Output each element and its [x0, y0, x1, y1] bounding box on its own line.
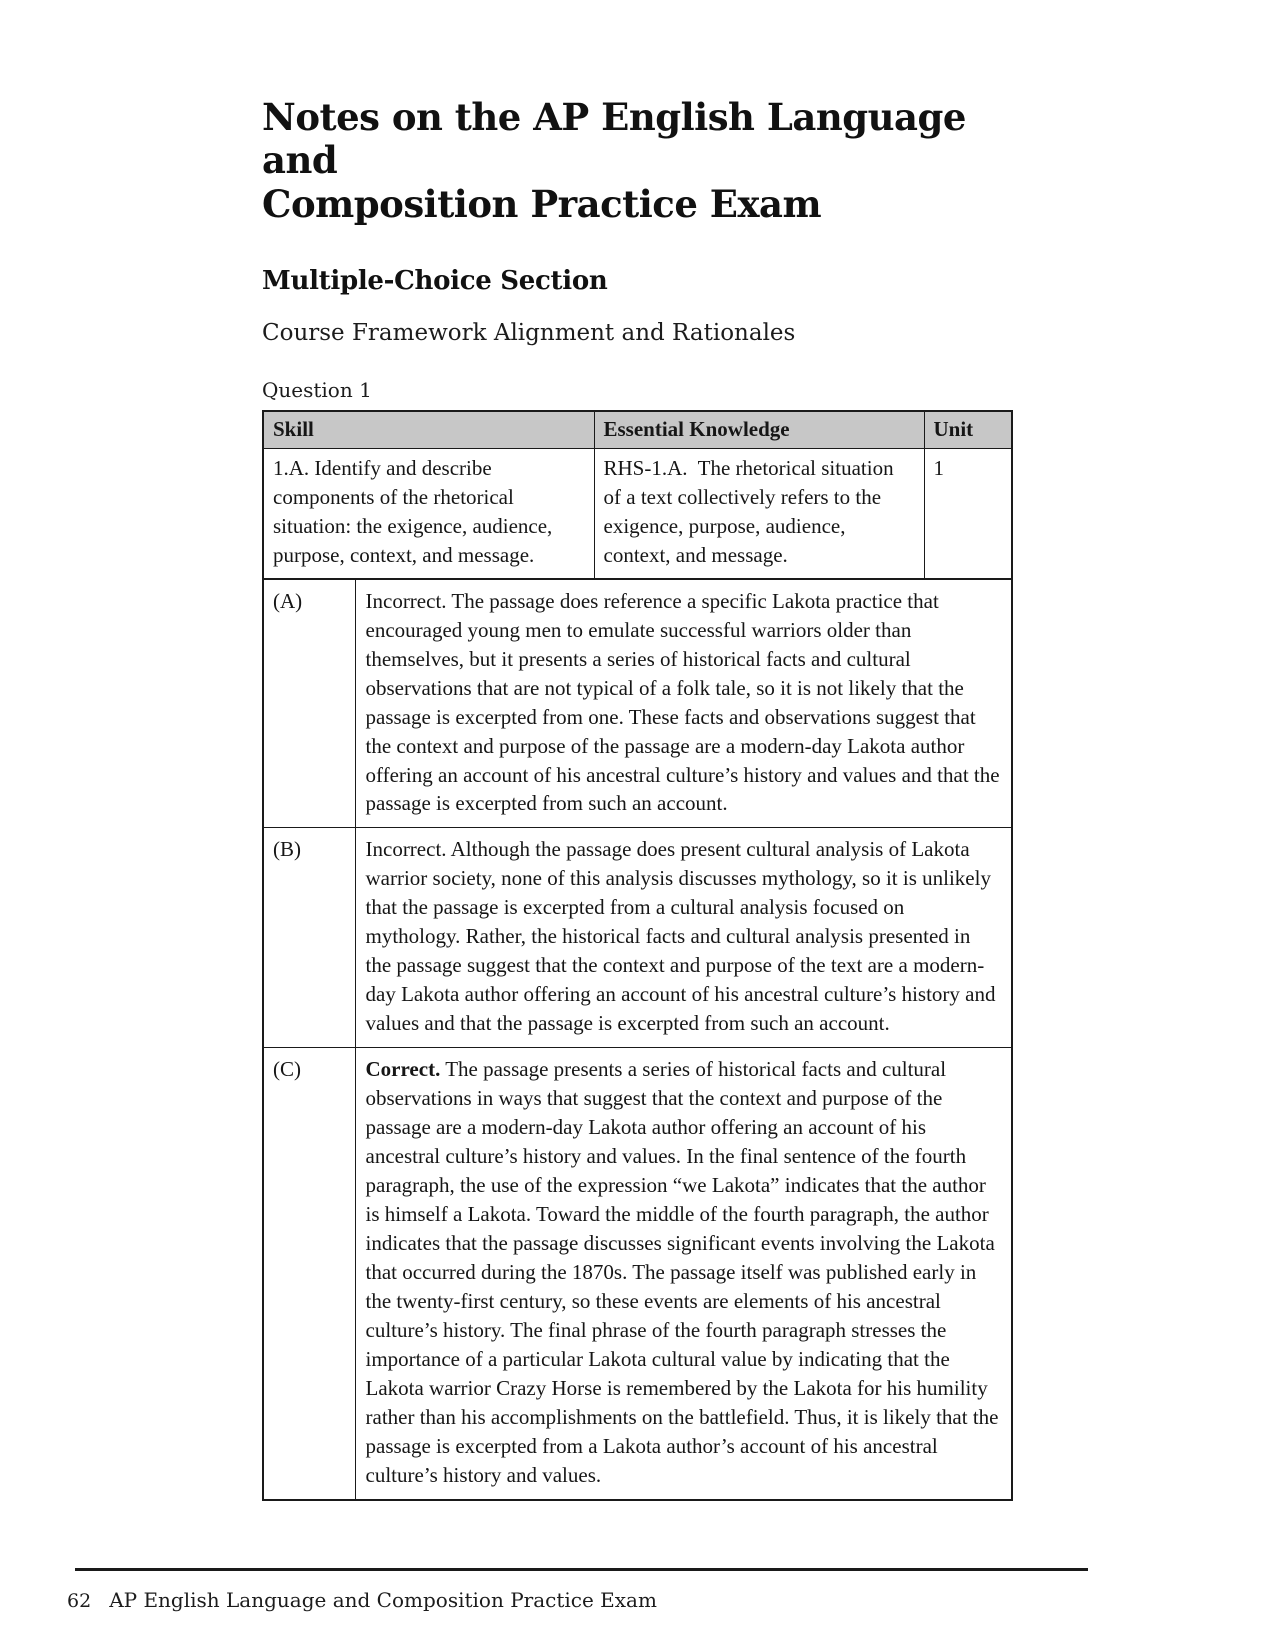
answer-label-b: (B) [263, 828, 355, 1048]
alignment-table [262, 410, 1013, 580]
answer-verdict-a: Incorrect. [365, 588, 447, 613]
footer-rule [75, 1568, 1088, 1571]
answer-text-a: The passage does reference a specific Lakota practice that encouraged young men to emulate successful warriors older than themselves, but it presents a series of historical facts and cultural observations that are not typical of a folk tale, so it is not likely that the passage is excerpted from one. These facts and observations suggest that the context and purpose of the passage are a modern-day Lakota author offering an account of his ancestral culture’s history and values and that the passage is excerpted from such an account. [365, 588, 1000, 816]
answer-verdict-c: Correct. [365, 1057, 441, 1082]
alignment-table-header-row [263, 411, 1012, 448]
column-header-skill: Skill [263, 411, 594, 448]
section-heading: Multiple-Choice Section [262, 265, 608, 296]
essential-knowledge-cell: RHS-1.A. The rhetorical situation of a text collectively refers to the exigence, purpose, audience, context, and message. [594, 448, 924, 578]
answer-row-a [263, 579, 1012, 828]
subsection-heading: Course Framework Alignment and Rationales [262, 319, 796, 346]
answer-row-c [263, 1048, 1012, 1500]
answer-label-a: (A) [263, 579, 355, 828]
answer-text-c: The passage presents a series of historical facts and cultural observations in ways that suggest that the context and purpose of the passage are a modern-day Lakota author offering an account of his ancestral culture’s history and values. In the final sentence of the fourth paragraph, the use of the expression “we Lakota” indicates that the author is himself a Lakota. Toward the middle of the fourth paragraph, the author indicates that the passage discusses significant events involving the Lakota that occurred during the 1870s. The passage itself was published early in the twenty-first century, so these events are elements of his ancestral culture’s history. The final phrase of the fourth paragraph stresses the importance of a particular Lakota cultural value by indicating that the Lakota warrior Crazy Horse is remembered by the Lakota for his humility rather than his accomplishments on the battlefield. Thus, it is likely that the passage is excerpted from a Lakota author’s account of his ancestral culture’s history and values. [365, 1057, 999, 1487]
column-header-unit: Unit [924, 411, 1012, 448]
page-title [262, 96, 1011, 226]
skill-cell: 1.A. Identify and describe components of the rhetorical situation: the exigence, audience, purpose, context, and message. [263, 448, 594, 578]
answer-rationale-b [355, 828, 1012, 1048]
page-footer [67, 1588, 657, 1612]
answer-rationale-a [355, 579, 1012, 828]
answer-row-b [263, 828, 1012, 1048]
answer-rationale-c [355, 1048, 1012, 1500]
footer-page-number: 62 [67, 1590, 92, 1612]
answer-text-b: Although the passage does present cultural analysis of Lakota warrior society, none of this analysis discusses mythology, so it is unlikely that the passage is excerpted from a cultural analysis focused on mythology. Rather, the historical facts and cultural analysis presented in the passage suggest that the context and purpose of the text are a modern-day Lakota author offering an account of his ancestral culture’s history and values and that the passage is excerpted from such an account. [365, 837, 996, 1036]
footer-text: AP English Language and Composition Practice Exam [109, 1588, 657, 1612]
answers-table [262, 578, 1013, 1501]
alignment-table-data-row [263, 448, 1012, 578]
page-content [262, 96, 1011, 1501]
column-header-essential-knowledge: Essential Knowledge [594, 411, 924, 448]
answer-verdict-b: Incorrect. [365, 837, 447, 862]
answer-label-c: (C) [263, 1048, 355, 1500]
page-title-line-1: Notes on the AP English Language and [262, 95, 966, 183]
unit-cell: 1 [924, 448, 1012, 578]
question-label: Question 1 [262, 377, 372, 402]
page-title-line-2: Composition Practice Exam [262, 181, 822, 226]
